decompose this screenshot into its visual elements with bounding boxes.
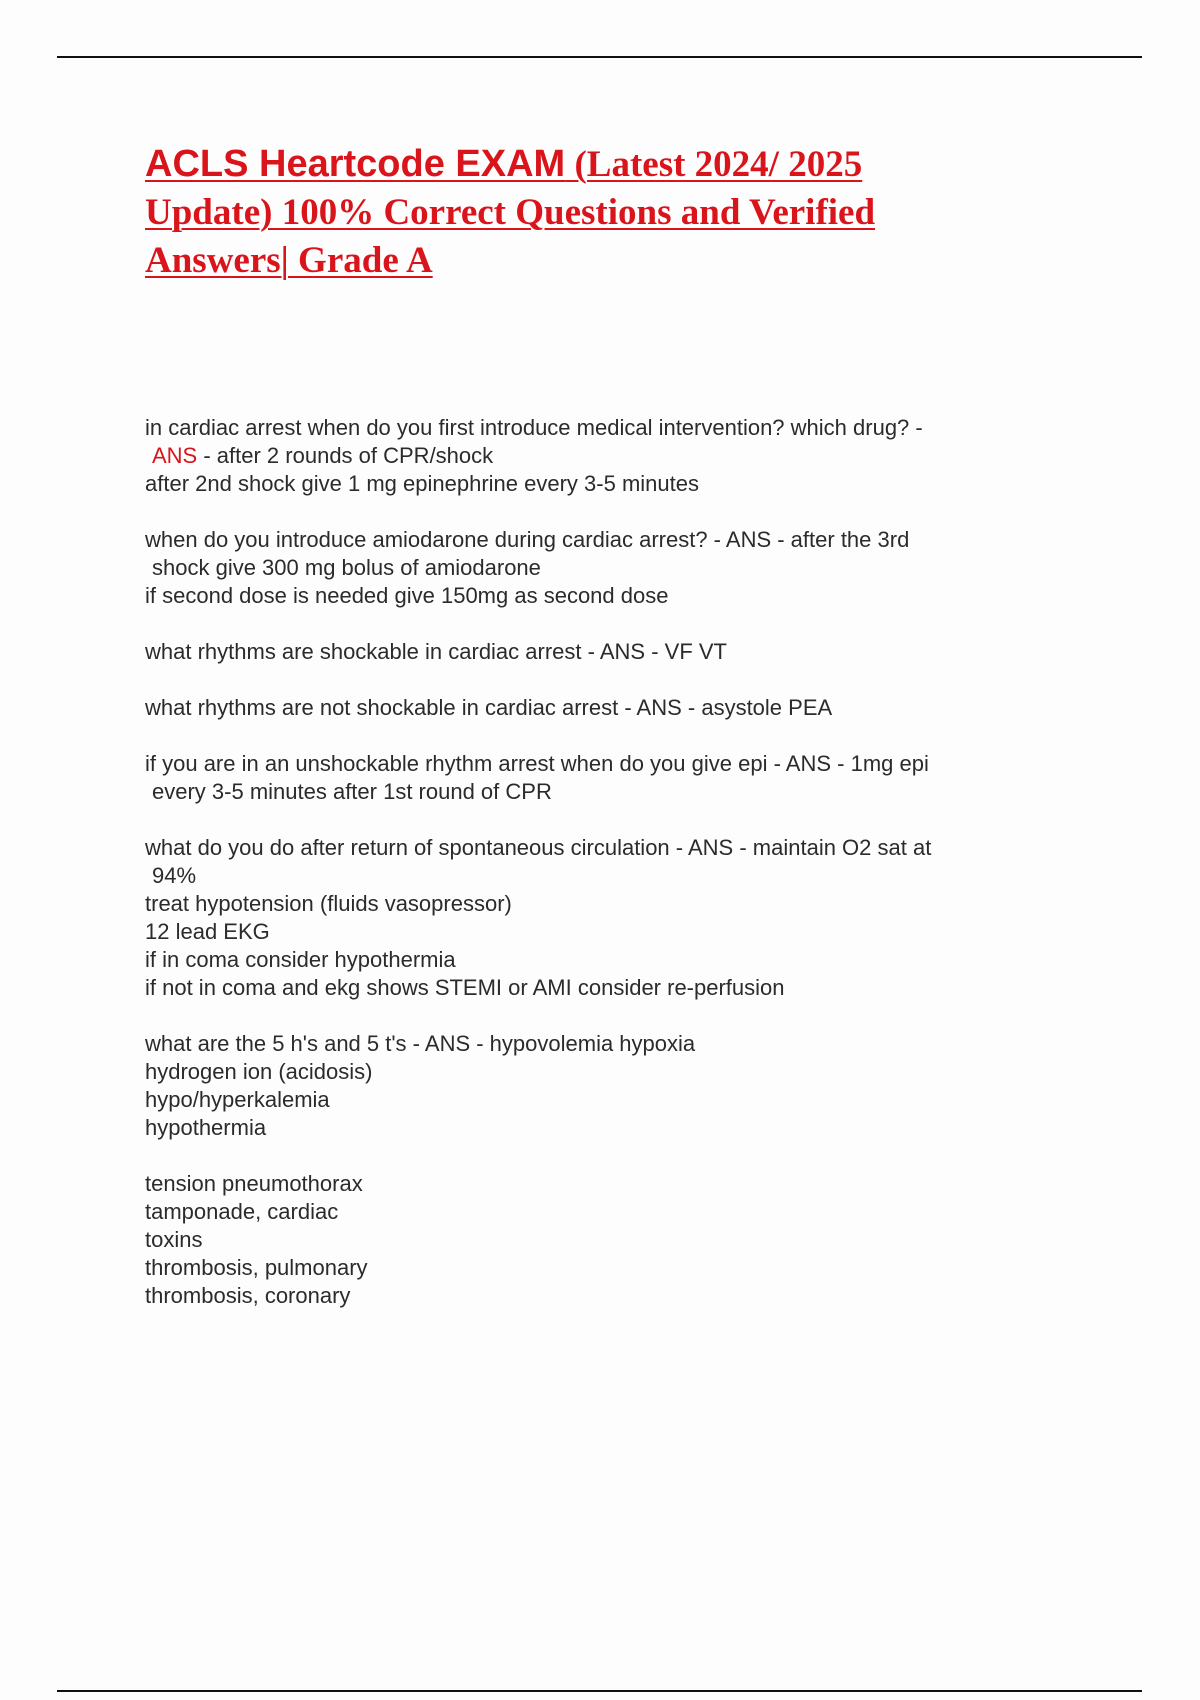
answer-line: shock give 300 mg bolus of amiodarone <box>152 555 541 580</box>
qa-item <box>145 834 1065 1002</box>
question-text: what rhythms are shockable in cardiac arrest - ANS - VF VT <box>145 639 727 664</box>
question-text: what are the 5 h's and 5 t's - ANS - hypovolemia hypoxia <box>145 1031 696 1056</box>
answer-line: every 3-5 minutes after 1st round of CPR <box>152 779 552 804</box>
title-line-3: Answers| Grade A <box>145 240 433 281</box>
paragraph-gap <box>145 1142 1065 1170</box>
document-title <box>145 140 1005 285</box>
answer-line: tension pneumothorax <box>145 1171 363 1196</box>
answer-line <box>145 442 1065 470</box>
answer-text: - after 2 rounds of CPR/shock <box>197 443 494 468</box>
answer-line: thrombosis, pulmonary <box>145 1255 368 1280</box>
question-text: what do you do after return of spontaneous circulation - ANS - maintain O2 sat at <box>145 835 932 860</box>
answer-line: if second dose is needed give 150mg as second dose <box>145 583 669 608</box>
footer-rule <box>57 1690 1142 1692</box>
answer-line: toxins <box>145 1227 203 1252</box>
answer-line: 12 lead EKG <box>145 919 270 944</box>
qa-item <box>145 526 1065 610</box>
qa-list <box>145 414 1065 1338</box>
question-text: what rhythms are not shockable in cardiac arrest - ANS - asystole PEA <box>145 695 833 720</box>
qa-item <box>145 694 1065 722</box>
qa-item <box>145 750 1065 806</box>
title-exam-name: ACLS Heartcode EXAM <box>145 143 566 185</box>
answer-line: 94% <box>152 863 197 888</box>
qa-item <box>145 638 1065 666</box>
answer-line: hydrogen ion (acidosis) <box>145 1059 373 1084</box>
qa-item <box>145 1030 1065 1310</box>
answer-line: hypo/hyperkalemia <box>145 1087 330 1112</box>
answer-line: if not in coma and ekg shows STEMI or AMI consider re-perfusion <box>145 975 785 1000</box>
answer-line: treat hypotension (fluids vasopressor) <box>145 891 512 916</box>
question-text: when do you introduce amiodarone during cardiac arrest? - ANS - after the 3rd <box>145 527 910 552</box>
answer-line: thrombosis, coronary <box>145 1283 351 1308</box>
question-text: if you are in an unshockable rhythm arrest when do you give epi - ANS - 1mg epi <box>145 751 929 776</box>
title-line-2: Update) 100% Correct Questions and Verified <box>145 192 876 233</box>
answer-line: hypothermia <box>145 1115 267 1140</box>
answer-label: ANS <box>152 443 198 468</box>
title-edition: (Latest 2024/ 2025 <box>565 144 863 185</box>
answer-line: after 2nd shock give 1 mg epinephrine every 3-5 minutes <box>145 471 699 496</box>
header-rule <box>57 56 1142 58</box>
answer-line: if in coma consider hypothermia <box>145 947 456 972</box>
qa-item <box>145 414 1065 498</box>
answer-line: tamponade, cardiac <box>145 1199 339 1224</box>
question-text: in cardiac arrest when do you first introduce medical intervention? which drug? - <box>145 415 923 440</box>
